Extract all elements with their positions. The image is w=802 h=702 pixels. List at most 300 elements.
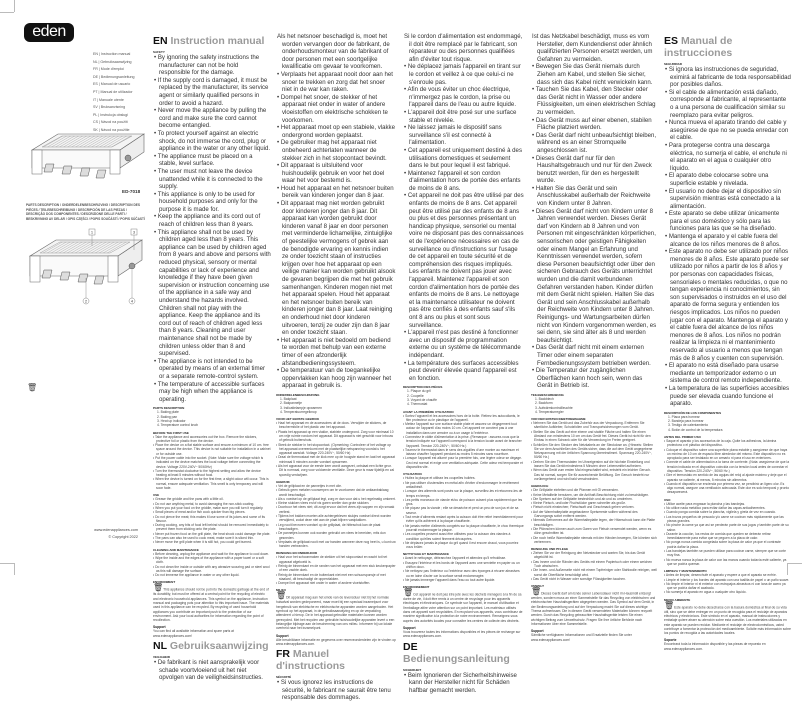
environment-body: Dieses Gerät darf am Ende seiner Lebensdauer nicht im Hausmüll entsorgt werden, sondern muss an einer Sammelstelle für das Recycling von elektrischen und elektronischen Haushaltsgeräten abgegeben werden. Das Symbol auf dem Gerät, in der Bedienungsanleitung und auf der Verpackung macht Sie auf dieses wichtige Thema aufmerksam. Die in diesem Gerät verwendeten Materialien können recycelt werden. Durch das Recycling gebrauchter Haushaltsgeräte leisten Sie einen wichtigen Beitrag zum Umweltschutz. Fragen Sie Ihre örtliche Behörde nach Informationen über eine Sammelstelle. <box>531 591 656 626</box>
list-item: • No limpie el interior ni el exterior con estropajos abrasivos ni con lana de acero ya que se podría dañar el acabado. <box>664 582 791 591</box>
support-section <box>664 638 791 651</box>
support-section <box>153 625 271 638</box>
column-5 <box>664 33 791 651</box>
crop-mark <box>14 0 15 12</box>
list-item: • Keine Metallteile benutzen, um die Antihaft-Beschichtung nicht zu beschädigen. <box>531 493 657 497</box>
list-item: • Gire el termostato en sentido de las agujas del reloj al ajuste máximo y deje que el aparato se caliente, al menos, 5 minutos sin alimentos. <box>664 473 791 482</box>
bullet-list <box>153 54 271 403</box>
list-item: 2. Bakpannetje <box>280 401 302 406</box>
language-item: NL | Gebruiksaanwijzing <box>93 59 132 64</box>
list-item: 3. Testigo de calentamiento <box>668 423 709 428</box>
section-label: GEBRAUCH <box>531 484 549 489</box>
list-item: • El aparato debe colocarse sobre una superficie estable y nivelada. <box>664 172 791 187</box>
list-item: • Die Innen- und Außenseite nicht mit einem Topfreiniger oder Stahlwolle reinigen, weil sonst die Oberfläche beschädigt wird. <box>531 568 657 577</box>
section-label: UMWELT <box>531 584 544 589</box>
crop-mark <box>0 12 14 13</box>
list-item: • No pinche la carne ya que así se perderán parte de sus jugos y también parte de su sabor. <box>664 523 791 532</box>
section-label: DESCRIPTION DES PIÈCES <box>403 385 443 390</box>
list-item: • The appliance must be placed on a stable, level surface. <box>153 153 271 168</box>
list-item: 2. Backform <box>535 401 553 406</box>
environment-text <box>664 602 791 636</box>
list-item: • The pans can also be used to cook meat, make sure it is sliced thin. <box>153 536 271 540</box>
section-label: LIMPIEZA Y MANTENIMIENTO <box>664 569 707 574</box>
list-item: • Bewegen Sie das Gerät niemals durch Ziehen am Kabel, und stellen Sie sicher, dass sich das Kabel nicht verwickeln kann. <box>531 63 657 86</box>
list-item: • Les petits morceaux de viande et/ou de poisson cuisent plus rapidement que les gros. <box>403 498 524 507</box>
list-item: • Dompel het snoer, de stekker of het apparaat niet onder in water of andere vloeistoffen om elektrische schokken te voorkomen. <box>276 94 396 124</box>
column-1 <box>153 33 271 682</box>
language-code: FR <box>276 648 290 661</box>
list-item: • Haal het apparaat en de accessoires uit de doos. Verwijder de stickers, de beschermfolie of het plastic van het apparaat. <box>276 421 396 430</box>
section-label: ENVIRONNEMENT <box>403 585 430 590</box>
heading-title: Manuel d'instructions <box>276 648 345 673</box>
list-item: • Do not immerse the appliance in water or any other liquid. <box>153 573 271 577</box>
bullet-list <box>276 33 396 390</box>
list-item: • Schließen Sie den Stecker des Netzkabels an der Steckdose an. (Hinweis: Stellen Sie vor dem Anschließen des Geräts sicher, dass die auf dem Gerät angegebene Netzspannung mit der örtlichen Spannung übereinstimmt. Spannung 220-240V~, 50/60 Hz.) <box>531 443 657 460</box>
bullet-list <box>403 33 524 382</box>
list-item: 3. Indicatielampje opwarmen <box>280 405 322 410</box>
language-list <box>93 51 135 135</box>
parts-list <box>531 397 657 414</box>
bullet-list <box>153 552 271 578</box>
section-label: REINIGING EN ONDERHOUD <box>276 551 318 556</box>
list-item: • Plaats het apparaat op een vlakke, stabiele ondergrond. Zorg voor minimaal 10 cm vrije ruimte rondom het apparaat. Dit apparaat is niet geschikt voor inbouw of gebruik buitenshuis. <box>276 430 396 443</box>
section-label: USO <box>664 497 671 502</box>
support-title: Support <box>531 629 544 634</box>
list-item: • Wipe the inside and the edges of the appliance with a paper towel or a soft cloth. <box>153 556 271 565</box>
list-item: • Ne déplacez jamais l'appareil en tirant sur le cordon et veillez à ce que celui-ci ne s'enroule pas. <box>403 63 524 86</box>
list-item: • Mettez l'appareil sur une surface stable plate et assurez un dégagement tout autour de l'appareil d'au moins 10 cm. Cet appareil ne convient pas à une installation dans une armoire ou à un usage à l'extérieur. <box>403 422 524 435</box>
list-item: • Die noch heiße Warmhalteplatte niemals mit den Händen bewegen, Sie könnten sich verbrennen. <box>531 536 657 545</box>
list-item: • Die Pfännchen können auch zum Garen von Fleisch verwendet werden, wenn es dünn geschnitten ist. <box>531 527 657 536</box>
list-item: • Cet appareil ne doit pas être utilisé par des enfants de moins de 8 ans. Cet appareil peut être utilisé par des enfants de 8 ans ou plus et des personnes présentant un handicap physique, sensoriel ou mental voire ne disposant pas des connaissances et de l'expérience nécessaires en cas de surveillance ou d'instructions sur l'usage de cet appareil en toute sécurité et de compréhension des risques impliqués. Les enfants ne doivent pas jouer avec l'appareil. Maintenez l'appareil et son cordon d'alimentation hors de portée des enfants de moins de 8 ans. Le nettoyage et la maintenance utilisateur ne doivent pas être confiés à des enfants sauf s'ils ont 8 ans ou plus et sont sous surveillance. <box>403 192 524 329</box>
parts-list <box>664 415 791 432</box>
model-number: ED-7018 <box>122 189 141 194</box>
list-item: • Beim Ignorieren der Sicherheitshinweise kann der Hersteller nicht für Schäden haftbar gemacht werden. <box>403 672 524 695</box>
section-label: MEDIO AMBIENTE <box>664 597 691 602</box>
list-item: • Saque el aparato y los accesorios de la caja. Quite los adhesivos, la lámina protectora o el plástico del dispositivo. <box>664 439 791 448</box>
list-item: • El aparato no está diseñado para usarse mediante un temporizador externo o un sistema de control remoto independiente. <box>664 362 791 385</box>
section-label: ONDERDELENBESCHRIJVING <box>276 392 320 397</box>
section-label: AVANT LA PREMIÈRE UTILISATION <box>403 409 454 414</box>
list-item: 1. Placa para hornear <box>668 414 700 419</box>
bullet-list <box>153 659 271 682</box>
list-item: 4. Temperatuurregelknop <box>280 409 317 414</box>
list-item: 3. Heat up indicator <box>157 418 186 423</box>
section-label: VOOR HET EERSTE GEBRUIK <box>276 417 320 422</box>
list-item: • Das Gerät nicht in Wasser oder sonstige Flüssigkeiten tauchen. <box>531 577 657 581</box>
section-label: CLEANING AND MAINTENANCE <box>153 547 199 552</box>
language-item: FR | Mode d'emploi <box>93 67 124 72</box>
list-item: • Maintenez l'appareil et son cordon d'alimentation hors de portée des enfants de moins de 8 ans. <box>403 170 524 193</box>
list-item: • Als u voedsel op de grillplaat legt, zorg er dan voor dat u het regelmatig omkeert. <box>276 497 396 501</box>
list-item: • Place the device on a flat stable surface and ensure a minimum of 10 cm. free space around the device. This device is not suitable for installation in a cabinet or for outside use. <box>153 443 271 456</box>
support-text: Vous trouverez toutes les informations disponibles et les pièces de rechange sur www.edenappliances.com. <box>403 629 521 639</box>
support-text: Sämtliche verfügbaren Informationen und Ersatzteile finden Sie unter www.edenappliances.com! <box>531 633 632 642</box>
list-item: • Die Grillplatte einfetten und die Pfannen mit Öl verwenden. <box>531 488 657 492</box>
list-item: • Dieses Gerät darf nicht von Kindern unter 8 Jahren verwendet werden. Dieses Gerät darf von Kindern ab 8 Jahren und von Personen mit eingeschränkten körperlichen, sensorischen oder geistigen Fähigkeiten oder einem Mangel an Erfahrung und Kenntnissen verwendet werden, sofern diese Personen beaufsichtigt oder über den sicheren Gebrauch des Geräts unterrichtet wurden und die damit verbundenen Gefahren verstanden haben. Kinder dürfen mit dem Gerät nicht spielen. Halten Sie das Gerät und sein Anschlusskabel außerhalb der Reichweite von Kindern unter 8 Jahren. Reinigungs- und Wartungsarbeiten dürfen nicht von Kindern vorgenommen werden, es sei denn, sie sind älter als 8 und werden beaufsichtigt. <box>531 208 657 345</box>
list-item: • Este aparato se debe utilizar únicamente para el uso doméstico y sólo para las funciones para las que se ha diseñado. <box>664 210 791 233</box>
list-item: • Het apparaat is niet bedoeld om bediend te worden met behulp van een externe timer of een afzonderlijk afstandbedieningssysteem. <box>276 337 396 367</box>
bullet-list <box>153 435 271 491</box>
list-item: • Limpie el interior y los bordes del aparato con una toallita de papel o un paño suave. <box>664 578 791 582</box>
support-title: Support <box>153 625 166 630</box>
copyright: © Copyright 2022 <box>108 535 138 539</box>
list-item: • Lorsque des aliments sont posés sur la plaque, surveillez-les et retournez-les de temps en temps. <box>403 489 524 498</box>
weee-bin-icon: 🗑 <box>403 588 414 598</box>
list-item: • Kleine stukken vlees en/of vis garen sneller dan grote stukken. <box>276 501 396 505</box>
list-item: • Do not use anything metal, to avoid damaging the non-stick coating. <box>153 502 271 506</box>
list-item: • Houd het apparaat en het netsnoer buiten bereik van kinderen jonger dan 8 jaar. <box>276 185 396 200</box>
list-item: • Reinig de binnenkant en de buitenkant niet met een schuursponsje of met staalwol, dit beschadigt de oppervlakken. <box>276 573 396 582</box>
language-code: NL <box>153 640 167 653</box>
list-item: • Dit apparaat mag niet worden gebruikt door kinderen jonger dan 8 jaar. Dit apparaat kan worden gebruikt door kinderen vanaf 8 jaar en door personen met verminderde lichamelijke, zintuiglijke of geestelijke vermogens of gebrek aan de benodigde ervaring en kennis indien ze onder toezicht staan of instructies krijgen over hoe het apparaat op een veilige manier kan worden gebruikt alsook de gevaren begrijpen die met het gebruik samenhangen. Kinderen mogen niet met het apparaat spelen. Houd het apparaat en het netsnoer buiten bereik van kinderen jonger dan 8 jaar. Laat reiniging en onderhoud niet door kinderen uitvoeren, tenzij ze ouder zijn dan 8 jaar en onder toezicht staan. <box>276 200 396 337</box>
bullet-list <box>403 414 524 470</box>
list-item: • Conecte el cable de alimentación a la toma de corriente. (Nota: asegúrese de que la tensión indicada en el dispositivo coincida con la tensión local antes de conectar el dispositivo. Tensión 220-240V~, 50/60 Hz.) <box>664 460 791 473</box>
list-item: • Ne déplacez jamais la plaque du gril quand il est encore chaud, vous pourriez vous brûler. <box>403 541 524 550</box>
list-item: • Durante la cocción, los restos de comida que queden se deberán retirar inmediatamente para evitar que se peguen a la placa de calor. <box>664 532 791 541</box>
list-item: • Vet de grillplaat en de pannetjes in met olie. <box>276 484 396 488</box>
list-item: • Do not pierce the meat; this makes it lose some of its juices and some of its flavour. <box>153 515 271 524</box>
list-item: • Nunca mueva el aparato tirando del cable y asegúrese de que no se pueda enredar con el cable. <box>664 119 791 142</box>
list-item: • Before cleaning, unplug the appliance and wait for the appliance to cool down. <box>153 552 271 556</box>
language-heading <box>276 648 396 672</box>
column-2 <box>276 33 396 702</box>
list-item: • Dompel het apparaat niet onder in water of andere vloeistoffen. <box>276 581 396 585</box>
list-item: • Doorboor het vlees niet; dit zorgt ervoor dat het vlees zijn sappen en zijn smaak verliest. <box>276 505 396 514</box>
list-item: 2. Bandeja para hornear <box>668 419 704 424</box>
section-label: USE <box>153 493 160 498</box>
language-item: PL | Instrukcja obsługi <box>93 112 128 117</box>
list-item: • Het apparaat moet op een stabiele, vlakke ondergrond worden geplaatst. <box>276 124 396 139</box>
list-item: • Cuando ponga comida sobre la plancha, vigílela y gírela de vez en cuando. <box>664 510 791 514</box>
list-item: • Stellen Sie das Gerät auf eine ebene und stabile Fläche und halten Sie einen Abstand von mindestens 10 cm um das Gerät frei. Dieses Gerät ist nicht für den Einbau in einen Schrank oder für die Verwendung im Freien geeignet. <box>531 430 657 443</box>
support-title: Soporte <box>664 638 677 643</box>
list-item: • Small pieces of meat and/or fish cook quicker than big pieces. <box>153 510 271 514</box>
list-item: 1. Plaque du gril <box>407 389 431 394</box>
parts-list <box>403 389 524 406</box>
list-item: • La temperatura de las superficies accesibles puede ser elevada cuando funcione el aparato. <box>664 385 791 408</box>
grill-illustration <box>28 128 148 193</box>
weee-bin-icon: 🗑 <box>276 591 287 601</box>
list-item: • Wenn das Gerät zum ersten Mal eingeschaltet wird, entsteht ein leichter Geruch. Das ist normal, sorgen Sie für ausreichende Belüftung. Der Geruch besteht nur vorübergehend und wird bald verschwinden. <box>531 468 657 481</box>
list-item: • Avant le nettoyage, débranchez l'appareil et attendez qu'il refroidisse. <box>403 556 524 560</box>
bullet-list <box>276 484 396 548</box>
bullet-list <box>664 439 791 495</box>
list-item: • By ignoring the safety instructions the manufacturer can not be hold responsible for the damage. <box>153 54 271 77</box>
list-item: • Mantenga el aparato y el cable fuera del alcance de los niños menores de 8 años. <box>664 233 791 248</box>
weee-bin-icon: 🗑 <box>27 383 38 392</box>
list-item: • De pannetjes kunnen ook worden gebruikt om vlees te bereiden, mits dun gesneden. <box>276 531 396 540</box>
list-item: • Les coupelles peuvent aussi être utilisées pour la cuisson des viandes à condition qu'elles soient finement découpées. <box>403 532 524 541</box>
bullet-list <box>664 66 791 408</box>
section-label: VEILIGHEID <box>153 655 171 660</box>
list-item: • De fabrikant is niet aansprakelijk voor schade voortvloeiend uit het niet opvolgen van de veiligheidsinstructies. <box>153 659 271 682</box>
environment-text <box>403 589 524 623</box>
section-label: UTILISATION <box>403 472 422 477</box>
language-item: CS | Návod na použití <box>93 120 128 125</box>
list-item: • L'appareil n'est pas destiné à fonctionner avec un dispositif de programmation externe ou un système de télécommande indépendant. <box>403 329 524 359</box>
language-item: SK | Návod na použitie <box>93 127 130 132</box>
column-3 <box>403 33 524 694</box>
bullet-list <box>403 556 524 582</box>
list-item: • The temperature of accessible surfaces may be high when the appliance is operating. <box>153 381 271 404</box>
language-item: EN | Instruction manual <box>93 52 131 56</box>
bullet-list <box>531 33 657 390</box>
list-item: • El usuario no debe dejar el dispositivo sin supervisión mientras está conectado a la alimentación. <box>664 188 791 211</box>
list-item: • Ne nettoyez pas l'intérieur ou l'extérieur avec des éponges à récurer abrasives ou en laine d'acier car la surface serait endommagée. <box>403 569 524 578</box>
list-item: Ist das Netzkabel beschädigt, muss es vom Hersteller, dem Kundendienst oder ähnlich qualifizierten Personen ersetzt werden, um Gefahren zu vermeiden. <box>532 33 653 63</box>
list-item: • Ziehen Sie vor der Reinigung den Netzstecker und warten Sie, bis das Gerät abgekühlt ist. <box>531 551 657 560</box>
list-item: 4. Botón de control de la temperatura <box>668 427 723 432</box>
list-item: Si le cordon d'alimentation est endommagé, il doit être remplacé par le fabricant, son réparateur ou des personnes qualifiées afin d'éviter tout risque. <box>404 33 523 63</box>
language-heading <box>153 640 271 652</box>
part-label-2: 2 <box>84 298 88 304</box>
list-item: • Das Innere und die Ränder des Geräts mit einem Papiertuch oder einem weichen Tuch abwischen. <box>531 560 657 569</box>
list-item: • Turn the thermostat clockwise to the highest setting and allow the device heating at least 5 minutes without food. <box>153 469 271 478</box>
list-item: • Ne pas utiliser d'ustensiles en métal afin d'éviter d'endommager le revêtement antiadhésif. <box>403 481 524 490</box>
environment-text <box>531 588 657 626</box>
bullet-list <box>153 497 271 544</box>
list-item: 3. Voyant de chauffe <box>407 397 438 402</box>
list-item: • Lorsque l'appareil est allumé pour la première fois, une légère odeur se dégage. Ceci est normal et exige une ventilation adéquate. Cette odeur est temporaire et disparaîtra vite. <box>403 456 524 469</box>
list-item: • Steek de stekker in het stopcontact. (Opmerking: Controleer of het voltage op het apparaat overeenkomt met de plaatselijke netspanning voordat u het apparaat aansluit. Voltage 220-240V~, 50/60 Hz) <box>276 443 396 456</box>
language-code: EN <box>153 35 168 47</box>
list-item: • Leg nooit bevroren voedsel op de grillplaat, de hitteschok kan de plaat beschadigen. <box>276 523 396 532</box>
environment-body: Cet appareil ne doit pas être jeté avec les déchets ménagers à la fin de sa durée de vie, il doit être remis à un centre de recyclage pour les appareils électriques et électroniques. Ce symbole sur l'appareil, le manuel d'utilisation et l'emballage attire votre attention sur un point important. Les matériaux utilisés dans cet appareil sont recyclables. En recyclant vos appareils, vous contribuez de manière significative à la protection de notre environnement. Renseignez-vous auprès des autorités locales pour connaître les centres de collecte des déchets. <box>403 592 523 623</box>
language-heading <box>664 35 791 59</box>
language-item: IT | Manuale utente <box>93 97 124 102</box>
list-item: • Para protegerse contra una descarga eléctrica, no sumerja el cable, el enchufe ni el aparato en el agua o cualquier otro líquido. <box>664 142 791 172</box>
list-item: • Fleisch nicht einstechen; Fleischsaft und Geschmack gehen verloren. <box>531 505 657 509</box>
list-item: 4. Thermostat <box>407 402 428 407</box>
list-item: • Ne jamais immerger l'appareil dans l'eau ou tout autre liquide. <box>403 578 524 582</box>
support-section <box>276 634 396 647</box>
list-item: • No sumerja el aparato en agua o cualquier otro líquido. <box>664 590 791 594</box>
support-title: Support <box>403 625 416 630</box>
list-item: • Ne laissez jamais le dispositif sans surveillance s'il est connecté à l'alimentation. <box>403 124 524 147</box>
list-item: • Die Temperatur der zugänglichen Oberflächen kann hoch sein, wenn das Gerät in Betrieb ist. <box>531 367 657 390</box>
support-text: You can find all available information and spare parts at www.edenappliances.com! <box>153 629 234 638</box>
list-item: 1. Bakplaat <box>280 396 297 401</box>
list-item: • Si el cable de alimentación está dañado, corresponde al fabricante, al representante o a una persona de cualificación similar su reemplazo para evitar peligros. <box>664 89 791 119</box>
list-item: • The appliance is not intended to be operated by means of an external timer or a separate remote-control system. <box>153 358 271 381</box>
environment-body: This appliance should not be put into the domestic garbage at the end of its durability, but must be offered at a central point for the recycling of electric and electronic household appliances. This symbol on the appliance, instruction manual and packaging puts your attention to this important issue. The materials used in this appliance can be recycled. By recycling of used household appliances you contribute an important push to the protection of our environment. Ask your local authorities for information regarding the point of recollection. <box>153 588 269 623</box>
language-code: ES <box>664 35 679 47</box>
language-item: PT | Manual de utilizador <box>93 89 133 94</box>
list-item: • Take the appliance and accessories out the box. Remove the stickers, protective foil or plastic from the device. <box>153 435 271 444</box>
bullet-list <box>276 421 396 477</box>
list-item: • Never put frozen food on the grill plate, the heat shock could damage the plate. <box>153 532 271 536</box>
list-item: • Essuyez l'intérieur et les bords de l'appareil avec une serviette en papier ou un chiffon doux. <box>403 561 524 570</box>
list-item: • Never move the grill plate when it is still hot, you could get burned. <box>153 540 271 544</box>
list-item: • Este aparato no debe ser utilizado por niños menores de 8 años. Este aparato puede ser utilizado por niños a partir de los 8 años y por personas con capacidades físicas, sensoriales o mentales reducidas, o que no tengan experiencia ni conocimientos, sin son supervisados o instruidos en el uso del aparato de forma segura y entienden los riesgos implicados. Los niños no pueden jugar con el aparato. Mantenga el aparato y el cable fuera del alcance de los niños menores de 8 años. Los niños no podrán realizar la limpieza ni el mantenimiento reservado al usuario a menos que tengan más de 8 años y cuenten con supervisión. <box>664 248 791 362</box>
section-label: DESCRIPCIÓN DE LOS COMPONENTES <box>664 410 722 415</box>
parts-list <box>276 397 396 414</box>
list-item: • Los trozos pequeños de pescado y/o carne se cocinan más rápidamente que las piezas grandes. <box>664 515 791 524</box>
heading-title: Instruction manual <box>170 35 265 47</box>
support-section <box>531 629 657 642</box>
brand-logo: eden <box>24 23 74 42</box>
list-item: • To protect yourself against an electric shock, do not immerse the cord, plug or appliance in the water or any other liquid. <box>153 130 271 153</box>
section-label: VOR DER ERSTEN INBETRIEBNAHME <box>531 417 586 422</box>
list-item: • Si vous ignorez les instructions de sécurité, le fabricant ne saurait être tenu responsable des dommages. <box>276 679 396 702</box>
list-item: • Das Gerät darf nicht mit einem externen Timer oder einem separaten Fernbedienungssystem betrieben werden. <box>531 344 657 367</box>
heading-title: Manual de instrucciones <box>664 35 733 59</box>
list-item: • Si ignora las instrucciones de seguridad, eximirá al fabricante de toda responsabilidad por posibles daños. <box>664 66 791 89</box>
section-label: GEBRUIK <box>276 479 290 484</box>
section-label: PARTS DESCRIPTION <box>153 406 185 411</box>
website-link[interactable]: www.edenappliances.com <box>94 528 138 532</box>
list-item: • Drehen Sie den Thermostaten im Uhrzeigersinn auf die höchste Einstellung und lassen Sie das Gerät mindestens 5 Minuten ohne Lebensmittel aufheizen. <box>531 460 657 469</box>
list-item: • Coloque el dispositivo sobre una superficie plana estable y asegúrese de que haya un mínimo de 10 cm de espacio libre alrededor del mismo. Este dispositivo no es apropiado para ser instalado en un armario ni para el uso en exteriores. <box>664 448 791 461</box>
list-item: • Tijdens het bakken moeten alle achtergebleven stukjes voedsel direct worden verwijderd, zodat deze niet aan de plaat blijven vastplakken. <box>276 514 396 523</box>
environment-text <box>276 592 396 630</box>
section-label: NETTOYAGE ET MAINTENANCE <box>403 552 450 557</box>
list-item: 2. Baking pan <box>157 414 178 419</box>
list-item: • No ponga nunca comida congelada sobre la placa de calor ya que el contraste podría dañar la placa. <box>664 540 791 549</box>
list-item: • Ne piquez pas la viande ; elle se dessèche et perd un peu de son jus et de sa saveur. <box>403 506 524 515</box>
list-item: • L'appareil doit être posé sur une surface stable et nivelée. <box>403 109 524 124</box>
language-item: DE | Bedienungsanleitung <box>93 74 135 79</box>
parts-diagram <box>26 228 146 308</box>
support-text: Alle beschikbare informatie en gegevens over reserveonderdelen zijn te vinden op www.edenappliances.com. <box>276 637 396 646</box>
list-item: • If the supply cord is damaged, it must be replaced by the manufacturer, its service agent or similarly qualified persons in order to avoid a hazard. <box>153 77 271 107</box>
list-item: • Cet appareil est uniquement destiné à des utilisations domestiques et seulement dans le but pour lequel il est fabriqué. <box>403 147 524 170</box>
bullet-list <box>664 573 791 594</box>
environment-text <box>153 584 271 622</box>
list-item: • Tout reste d'aliments restant après la cuisson doit être retiré immédiatement pour éviter qu'ils adhèrent à la plaque chauffante. <box>403 515 524 524</box>
list-item: • Halten Sie das Gerät und sein Anschlusskabel außerhalb der Reichweite von Kindern unter 8 Jahren. <box>531 185 657 208</box>
list-item: • Las bandejas también se pueden utilizar para cocinar carne, siempre que se corte muy fina. <box>664 549 791 558</box>
list-item: • Das Gerät darf nicht unbeaufsichtigt bleiben, während es an einer Stromquelle angeschlossen ist. <box>531 132 657 155</box>
section-label: SÉCURITÉ <box>276 675 292 680</box>
list-item: • Das Gerät muss auf einer ebenen, stabilen Fläche platziert werden. <box>531 117 657 132</box>
list-item: • Huilez la plaque et utilisez les coupelles huilées. <box>403 476 524 480</box>
language-code: DE <box>403 640 418 653</box>
list-item: • Keep the appliance and its cord out of reach of children less than 8 years. <box>153 213 271 228</box>
list-item: • No mueva nunca la placa de calor con las manos cuando todavía esté caliente, ya que se podría quemar. <box>664 558 791 567</box>
section-label: SICHERHEIT <box>403 667 422 672</box>
language-item: SV | Bruksanvisning <box>93 105 126 110</box>
list-item: • Utilice aceite para engrasar la plancha y las bandejas. <box>664 502 791 506</box>
list-item: • Haal voor het schoonmaken de stekker uit het stopcontact en wacht tot het apparaat afgekoeld is. <box>276 555 396 564</box>
parts-list <box>153 410 271 427</box>
list-item: • Antes de limpiar, desenchufe el aparato y espere a que el aparato se enfríe. <box>664 573 791 577</box>
bullet-list <box>276 555 396 585</box>
list-item: • Kleine Fleisch- und/oder Fischstücke garen schneller als große. <box>531 501 657 505</box>
list-item: • Dieses Gerät darf nur für den Haushaltsgebrauch und nur für den Zweck benutzt werden, für den es hergestellt wurde. <box>531 155 657 185</box>
heading-title: Bedienungsanleitung <box>403 652 510 665</box>
list-item: 3. Aufwärmkontrollleuchte <box>535 405 573 410</box>
section-label: REINIGUNG UND PFLEGE <box>531 547 569 552</box>
section-label: MILIEU <box>276 588 287 593</box>
parts-description-caption: PARTS DESCRIPTION / ONDERDELENBESCHRIJVING / DESCRIPTION DES PIÈCES / TEILEBESCHREIBUNG / DESCRIPCIÓN DE LAS PIEZAS / DESCRIÇÃO DOS COMPONENTES / DESCRIZIONE DELLE PARTI / BESKRIVNING AV DELAR / OPIS CZĘŚCI / POPIS SOUČÁSTÍ / POPIS SÚČASTÍ <box>26 203 145 221</box>
list-item: • Gebruik geen metalen voorwerpen om te voorkomen dat de antiaanbaklaag wordt beschadigd. <box>276 488 396 497</box>
list-item: • Niemals Gefrorenes auf die Warmhalteplatte legen, der Hitzeschock kann die Platte beschädigen. <box>531 518 657 527</box>
list-item: • La température des surfaces accessibles peut devenir élevée quand l'appareil est en fonction. <box>403 360 524 383</box>
list-item: • De temperatuur van de toegankelijke oppervlakken kan hoog zijn wanneer het apparaat in gebruik is. <box>276 367 396 390</box>
list-item: Als het netsnoer beschadigd is, moet het worden vervangen door de fabrikant, de onderhoudsmonteur van de fabrikant of door personen met een soortgelijke kwalificatie om gevaar te voorkomen. <box>277 33 390 71</box>
part-label-4: 4 <box>130 298 134 304</box>
list-item: • Tauchen Sie das Kabel, den Stecker oder das Gerät nicht in Wasser oder andere Flüssigkeiten, um einen elektrischen Schlag zu vermeiden. <box>531 86 657 116</box>
section-label: BEFORE THE FIRST USE <box>153 430 189 435</box>
list-item: • During cooking, any bits of food left behind should be removed immediately to prevent them from sticking onto the plate. <box>153 523 271 532</box>
list-item: 4. Temperaturregler <box>535 409 564 414</box>
list-item: • Verplaats het apparaat nooit door aan het snoer te trekken en zorg dat het snoer niet in de war kan raken. <box>276 71 396 94</box>
list-item: • Ne jamais mettre d'aliments congelés sur la plaque chauffante, le choc thermique pourrait endommager la plaque. <box>403 524 524 533</box>
list-item: • Reinig de binnenkant en de randen van het apparaat met een stuk keukenpapier of een zachte doek. <box>276 564 396 573</box>
heading-title: Gebruiksaanwijzing <box>169 640 269 653</box>
environment-body: Dit apparaat mag aan het einde van de levensduur niet bij het normale huisafval worden gedeponeerd, maar moet bij een speciaal inzamelpunt voor hergebruik van elektrische en elektronische apparaten worden aangeboden. Het symbool op het apparaat, in de gebruiksaanwijzing en op de verpakking attendeert u hierop. De in het apparaat gebruikte materialen kunnen worden gerecycled. Met het recyclen van gebruikte huishoudelijke apparaten levert u een belangrijke bijdrage aan de bescherming van ons milieu. Informeer bij uw lokale overheid naar het inzamelpunt. <box>276 596 395 631</box>
list-item: • Cuando el dispositivo se encienda por primera vez, se percibirá un ligero olor. Es algo normal, asegure una ventilación adecuada. Este olor es solo temporal y pronto desaparecerá. <box>664 482 791 495</box>
list-item: • When you put your food on the griddle, make sure you will turn it regularly. <box>153 506 271 510</box>
list-item: • No utilice nada metálico para evitar dañar las capas antiadherentes. <box>664 506 791 510</box>
bullet-list <box>531 551 657 581</box>
language-heading <box>403 641 524 665</box>
list-item: • Do not clean the inside or outside with any abrasive scouring pad or steel wool as this will damage the surface. <box>153 565 271 574</box>
support-text: Encontrará toda la información disponible y las piezas de repuesto en www.edenappliances.com. <box>664 642 766 651</box>
list-item: 4. Temperature control knob <box>157 423 198 428</box>
list-item: • Sortez l'appareil et les accessoires hors de la boîte. Retirez les autocollants, le film protecteur ou le plastique de l'appareil. <box>403 414 524 423</box>
section-label: SAFETY <box>153 50 165 54</box>
list-item: • This appliance shall not be used by children aged less than 8 years. This appliance can be used by children aged from 8 years and above and persons with reduced physical, sensory or mental capabilities or lack of experience and knowledge if they have been given supervision or instruction concerning use of the appliance in a safe way and understand the hazards involved. Children shall not play with the appliance. Keep the appliance and its cord out of reach of children aged less than 8 years. Cleaning and user maintenance shall not be made by children unless older than 8 and supervised. <box>153 229 271 358</box>
weee-bin-icon: 🗑 <box>664 600 675 610</box>
support-section <box>403 626 524 639</box>
bullet-list <box>276 679 396 702</box>
list-item: • Tournez le thermostat dans le sens des aiguilles d'une montre au maximum et laissez chauffer l'appareil pendant au moins 5 minutes sans nourriture. <box>403 448 524 457</box>
list-item: 2. Coupelle <box>407 393 424 398</box>
section-label: ENVIRONMENT <box>153 580 176 585</box>
bullet-list <box>403 476 524 549</box>
bullet-list <box>403 672 524 695</box>
list-item: 1. Backblech <box>535 396 554 401</box>
crop-mark <box>0 563 14 564</box>
list-item: • The user must not leave the device unattended while it is connected to the supply. <box>153 168 271 191</box>
list-item: • Nehmen Sie das Gerät und das Zubehör aus der Verpackung. Entfernen Sie sämtliche Aufkleber, Schutzfolien und Transportsicherungen vom Gerät. <box>531 421 657 430</box>
support-title: Support <box>276 633 289 638</box>
bullet-list <box>664 502 791 566</box>
bullet-list <box>531 488 657 544</box>
environment-body: Este aparato no debe desecharse con la basura doméstica al final de su vida útil, sino que se debe entregar en un punto de recogida para el reciclaje de aparatos eléctricos y electrónicos. Este símbolo en el aparato, manual de instrucciones y embalaje quiere atraer su atención sobre esta cuestión. Los materiales utilizados en este aparato se pueden reciclar. Mediante el reciclaje de electrodomésticos, usted contribuye a fomentar la protección del medioambiente. Solicite más información sobre los puntos de recogida a las autoridades locales. <box>664 605 791 636</box>
list-item: • This appliance is only to be used for household purposes and only for the purpose it is made for. <box>153 191 271 214</box>
list-item: • Grease the griddle and the pans with a little oil. <box>153 497 271 501</box>
list-item: • Verplaats de grillplaat nooit met uw handen wanneer deze nog heet is, u kunt uw handen verbranden. <box>276 540 396 549</box>
bullet-list <box>531 421 657 481</box>
section-label: TEILEBESCHREIBUNG <box>531 392 564 397</box>
part-label-3: 3 <box>132 229 136 235</box>
footer <box>94 527 138 541</box>
section-label: ANTES DEL PRIMER USO <box>664 434 701 439</box>
column-4 <box>531 33 657 642</box>
list-item: 1. Baking plate <box>157 410 179 415</box>
list-item: • Dit apparaat is uitsluitend voor huishoudelijk gebruik en voor het doel waar het voor bestemd is. <box>276 162 396 185</box>
list-item: • When the device is turned on for the first time, a slight odour will occur. This is normal, ensure adequate ventilation. This smell is only temporary and will soon fade. <box>153 477 271 490</box>
list-item: • De gebruiker mag het apparaat niet onbeheerd achterlaten wanneer de stekker zich in het stopcontact bevindt. <box>276 139 396 162</box>
language-heading <box>153 35 271 47</box>
list-item: • Auf der Warmhalteplatte angebackene Speisereste sollten während des Garvorgangs sofort entfernt werden. <box>531 510 657 519</box>
list-item: • Put the power cable into the socket. (Note: Make sure the voltage which is indicated on the device matches the local voltage before connecting the device. Voltage 220V-240V~ 50/60Hz) <box>153 456 271 469</box>
language-item: ES | Manual de usuario <box>93 82 131 87</box>
crop-mark <box>14 563 15 575</box>
weee-bin-icon: 🗑 <box>153 583 164 593</box>
list-item: • Die Speisen auf der Grillplatte bestechlich und ab und zu umdrehen. <box>531 497 657 501</box>
list-item: • Never move the appliance by pulling the cord and make sure the cord cannot become entangled. <box>153 107 271 130</box>
section-label: SEGURIDAD <box>664 62 683 66</box>
list-item: • Draai de thermostaat met de klok mee op de hoogste stand en laat het apparaat minimaal 5 minuten zonder voedsel opwarmen. <box>276 455 396 464</box>
part-label-1: 1 <box>90 229 94 235</box>
list-item: • Afin de vous éviter un choc électrique, n'immergez pas le cordon, la prise ou l'appareil dans de l'eau ou autre liquide. <box>403 86 524 109</box>
list-item: • Als het apparaat voor de eerste keer wordt aangezet, ontstaat een lichte geur. Dit is normaal, zorg voor voldoende ventilatie. Deze geur is maar tijdelijk en zal spoedig verdwijnen. <box>276 464 396 477</box>
